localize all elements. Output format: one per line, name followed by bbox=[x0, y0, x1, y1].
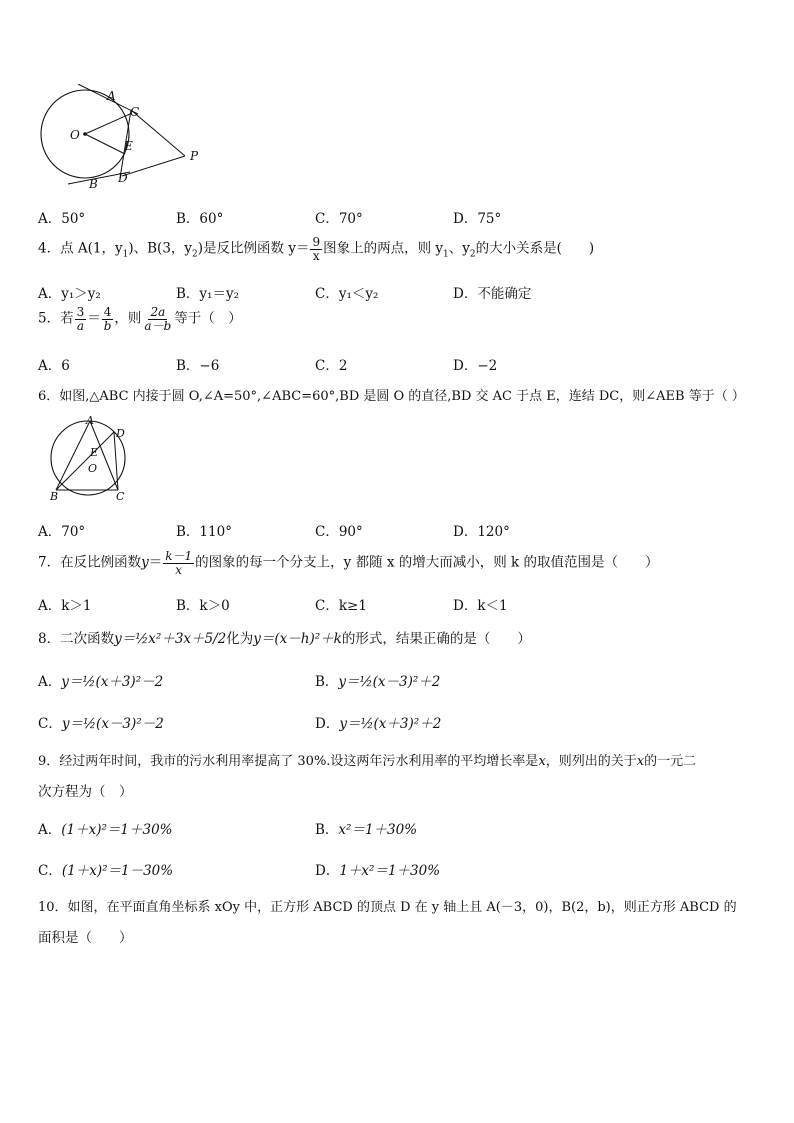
q4-frac-den: x bbox=[312, 248, 320, 263]
q4-sub-4: 2 bbox=[469, 249, 476, 260]
q4-option-c[interactable]: C．y₁＜y₂ bbox=[315, 286, 379, 302]
q4-fraction bbox=[310, 236, 322, 262]
q8-option-b-label: B． bbox=[315, 674, 339, 690]
q5-f2-den: b bbox=[103, 318, 112, 333]
q4-text-2: )、B(3，y bbox=[128, 240, 193, 257]
q7-option-d[interactable]: D．k＜1 bbox=[453, 598, 508, 614]
q4-option-a[interactable]: A．y₁＞y₂ bbox=[38, 286, 101, 302]
label-C: C bbox=[130, 105, 140, 119]
label-C-2: C bbox=[116, 490, 125, 503]
q5-f3-den: a－b bbox=[144, 318, 172, 333]
q9-text-2: ，则列出的关于 bbox=[545, 754, 637, 769]
label-B-2: B bbox=[50, 490, 59, 503]
question-9-line-2: 次方程为（ ） bbox=[38, 784, 133, 800]
q8-option-b[interactable] bbox=[315, 670, 440, 690]
q9-option-c[interactable] bbox=[38, 859, 173, 879]
q5-eq: ＝ bbox=[87, 310, 101, 327]
segment-oe bbox=[85, 134, 125, 154]
q7-option-a[interactable]: A．k＞1 bbox=[38, 598, 92, 614]
q8-form: y＝(x－h)²＋k bbox=[253, 631, 342, 647]
label-O: O bbox=[70, 128, 80, 142]
inscribed-triangle-figure bbox=[46, 412, 146, 504]
q5-f1-den: a bbox=[76, 318, 84, 333]
circle-tangent-figure bbox=[30, 84, 210, 194]
label-D: D bbox=[118, 171, 128, 185]
q4-frac-num: 9 bbox=[312, 235, 321, 249]
q7-option-c[interactable]: C．k≥1 bbox=[315, 598, 367, 614]
q9-x-2: x bbox=[636, 754, 645, 769]
q6-option-d[interactable]: D．120° bbox=[453, 524, 510, 540]
q4-text-5: 、y bbox=[448, 240, 470, 257]
q5-option-d[interactable]: D．−2 bbox=[453, 358, 498, 374]
question-7 bbox=[38, 550, 659, 576]
label-A: A bbox=[107, 89, 116, 103]
label-B: B bbox=[89, 177, 98, 191]
label-O-2: O bbox=[88, 462, 98, 475]
q7-f-num: k－1 bbox=[165, 549, 193, 563]
q6-option-b[interactable]: B．110° bbox=[176, 524, 232, 540]
q6-option-c[interactable]: C．90° bbox=[315, 524, 363, 540]
q7-fraction bbox=[163, 550, 194, 576]
q7-option-b[interactable]: B．k＞0 bbox=[176, 598, 230, 614]
q8-option-d-expr: y＝½(x＋3)²＋2 bbox=[339, 716, 442, 732]
q9-option-c-expr: (1＋x)²＝1－30% bbox=[61, 863, 174, 879]
q3-option-a[interactable]: A．50° bbox=[38, 211, 86, 227]
label-P: P bbox=[190, 149, 199, 163]
q5-option-a[interactable]: A．6 bbox=[38, 358, 70, 374]
q5-f1-num: 3 bbox=[76, 305, 85, 319]
q5-fraction-3 bbox=[142, 306, 173, 332]
q9-option-b[interactable] bbox=[315, 818, 417, 838]
q5-fraction-1 bbox=[75, 306, 87, 332]
q8-text-2: 化为 bbox=[226, 631, 254, 647]
q5-fraction-2 bbox=[102, 306, 114, 332]
q9-option-c-label: C． bbox=[38, 863, 62, 879]
line-pd bbox=[122, 156, 185, 176]
q3-option-d[interactable]: D．75° bbox=[453, 211, 502, 227]
q9-option-a-expr: (1＋x)²＝1＋30% bbox=[61, 822, 173, 838]
q5-text-1: 5．若 bbox=[38, 310, 74, 327]
q8-option-a-label: A． bbox=[38, 674, 62, 690]
q7-text-1: 7．在反比例函数 bbox=[38, 554, 142, 571]
q8-option-d-label: D． bbox=[315, 716, 340, 732]
q8-option-b-expr: y＝½(x－3)²＋2 bbox=[338, 674, 441, 690]
q9-text-3: 的一元二 bbox=[644, 754, 697, 769]
q8-option-a-expr: y＝½(x＋3)²－2 bbox=[61, 674, 164, 690]
label-A-2: A bbox=[86, 414, 94, 427]
question-10-line-2: 面积是（ ） bbox=[38, 930, 133, 946]
q9-x-1: x bbox=[538, 754, 546, 769]
q4-text-4: 图象上的两点，则 y bbox=[323, 240, 444, 257]
diameter-bd bbox=[56, 432, 114, 490]
q7-eq: ＝ bbox=[148, 554, 163, 571]
q7-f-den: x bbox=[175, 562, 183, 577]
q8-option-a[interactable] bbox=[38, 670, 163, 690]
q8-expr: y＝½x²＋3x＋5/2 bbox=[114, 631, 227, 647]
question-5 bbox=[38, 306, 242, 332]
label-E-2: E bbox=[90, 446, 99, 459]
q9-text-1: 9．经过两年时间，我市的污水利用率提高了 30%.设这两年污水利用率的平均增长率是 bbox=[38, 754, 539, 769]
q5-text-3: 等于（ ） bbox=[174, 310, 242, 327]
q4-sub-3: 1 bbox=[443, 249, 449, 260]
q5-option-b[interactable]: B．−6 bbox=[176, 358, 220, 374]
q9-option-a-label: A． bbox=[38, 822, 62, 838]
q9-option-d-expr: 1＋x²＝1＋30% bbox=[339, 863, 441, 879]
label-E: E bbox=[124, 139, 133, 153]
question-8 bbox=[38, 627, 531, 647]
q9-option-d-label: D． bbox=[315, 863, 340, 879]
question-9-line-1 bbox=[38, 750, 696, 769]
q3-option-c[interactable]: C．70° bbox=[315, 211, 363, 227]
q8-option-c-label: C． bbox=[38, 716, 62, 732]
q8-text-1: 8．二次函数 bbox=[38, 631, 115, 647]
q8-option-c-expr: y＝½(x－3)²－2 bbox=[61, 716, 164, 732]
q3-option-b[interactable]: B．60° bbox=[176, 211, 224, 227]
q9-option-a[interactable] bbox=[38, 818, 173, 838]
q4-option-b[interactable]: B．y₁＝y₂ bbox=[176, 286, 239, 302]
q5-f2-num: 4 bbox=[103, 305, 112, 319]
q4-text-1: 4．点 A(1，y bbox=[38, 240, 123, 257]
question-10-line-1: 10．如图，在平面直角坐标系 xOy 中，正方形 ABCD 的顶点 D 在 y 轴上且 A(－3，0)，B(2，b)，则正方形 ABCD 的 bbox=[38, 900, 737, 915]
q8-option-c[interactable] bbox=[38, 712, 164, 732]
q9-option-d[interactable] bbox=[315, 859, 440, 879]
q4-text-3: )是反比例函数 y＝ bbox=[197, 240, 310, 257]
q8-option-d[interactable] bbox=[315, 712, 441, 732]
side-ab bbox=[56, 421, 90, 490]
q5-f3-num: 2a bbox=[150, 305, 166, 319]
question-4 bbox=[38, 236, 594, 262]
q4-sub-2: 2 bbox=[192, 249, 198, 260]
q4-text-6: 的大小关系是( ) bbox=[475, 240, 595, 257]
q7-text-2: 的图象的每一个分支上，y 都随 x 的增大而减小，则 k 的取值范围是（ ） bbox=[195, 554, 659, 571]
q4-option-d[interactable]: D．不能确定 bbox=[453, 286, 532, 302]
q4-sub-1: 1 bbox=[122, 249, 129, 260]
center-dot bbox=[83, 132, 87, 136]
q6-option-a[interactable]: A．70° bbox=[38, 524, 86, 540]
q8-text-3: 的形式，结果正确的是（ ） bbox=[341, 631, 531, 647]
q5-text-2: ，则 bbox=[114, 310, 142, 327]
q5-option-c[interactable]: C．2 bbox=[315, 358, 348, 374]
question-6: 6．如图,△ABC 内接于圆 O,∠A=50°,∠ABC=60°,BD 是圆 O 的直径,BD 交 AC 于点 E，连结 DC，则∠AEB 等于（ ） bbox=[38, 389, 745, 404]
q9-option-b-expr: x²＝1＋30% bbox=[338, 822, 418, 838]
label-D-2: D bbox=[116, 427, 125, 440]
q9-option-b-label: B． bbox=[315, 822, 339, 838]
segment-oc bbox=[85, 114, 130, 134]
q7-y: y bbox=[141, 554, 149, 571]
